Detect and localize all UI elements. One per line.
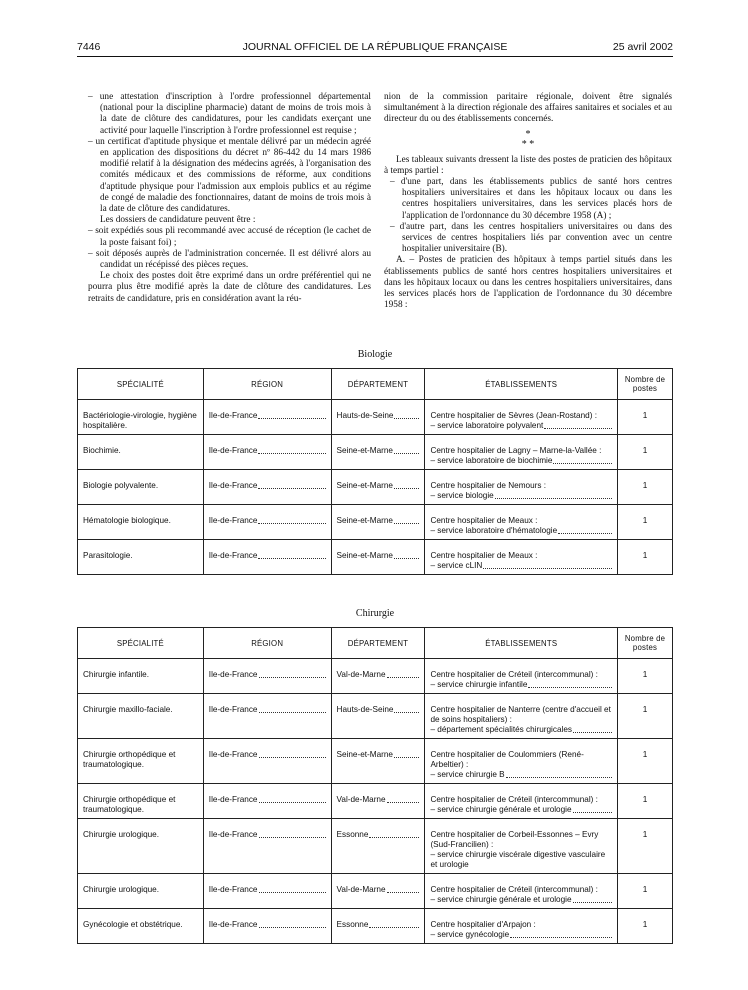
region-text (209, 481, 326, 491)
cell-specialite (78, 909, 204, 944)
cell-specialite (78, 694, 204, 739)
page-number: 7446 (77, 41, 101, 53)
dot-leader (573, 725, 612, 733)
cell-departement (331, 784, 425, 819)
cell-nombre (618, 470, 673, 505)
region-text (209, 795, 326, 805)
region-text-text: Ile-de-France (208, 795, 258, 804)
specialite-text: Chirurgie urologique. (83, 885, 160, 894)
dot-leader (394, 750, 419, 758)
departement-text-text: Essonne (336, 830, 369, 839)
service-line (430, 930, 612, 940)
departement-text-text: Val-de-Marne (336, 670, 386, 679)
table-row (78, 435, 673, 470)
table-row (78, 400, 673, 435)
cell-specialite (78, 659, 204, 694)
cell-nombre (618, 400, 673, 435)
specialite-text: Chirurgie orthopédique et traumatologique. (83, 750, 176, 769)
col-header-departement: DÉPARTEMENT (331, 628, 425, 659)
cell-region (203, 819, 331, 874)
region-text (209, 516, 326, 526)
specialite-text: Chirurgie orthopédique et traumatologique. (83, 795, 176, 814)
cell-departement (331, 739, 425, 784)
region-text-text: Ile-de-France (208, 885, 258, 894)
cell-nombre (618, 435, 673, 470)
cell-etablissement (425, 739, 618, 784)
cell-specialite (78, 540, 204, 575)
cell-specialite (78, 505, 204, 540)
dot-leader (394, 411, 419, 419)
region-text-text: Ile-de-France (208, 446, 258, 455)
etablissement-name: Centre hospitalier de Coulommiers (René-Arbeltier) : (430, 750, 584, 769)
departement-text-text: Seine-et-Marne (336, 446, 393, 455)
etablissement-name: Centre hospitalier d'Arpajon : (430, 920, 536, 929)
region-text (209, 830, 326, 840)
dot-leader (495, 491, 612, 499)
region-text-text: Ile-de-France (208, 670, 258, 679)
service-text: – service gynécologie (430, 930, 510, 939)
service-text: – service laboratoire de biochimie (430, 456, 553, 465)
dot-leader (369, 920, 419, 928)
dot-leader (258, 481, 325, 489)
table-row (78, 694, 673, 739)
cell-region (203, 435, 331, 470)
specialite-text: Hématologie biologique. (83, 516, 171, 525)
etablissement-name: Centre hospitalier de Meaux : (430, 551, 538, 560)
service-text: – service chirurgie générale et urologie (430, 805, 572, 814)
col-header-etablissements: ÉTABLISSEMENTS (425, 369, 618, 400)
paragraph: nion de la commission paritaire régionale, doivent être signalés simultanément à la direction régionale des affaires sanitaires et sociales et au directeur du ou des établissements concernés. (384, 92, 672, 125)
cell-nombre (618, 739, 673, 784)
table-chirurgie (77, 627, 673, 944)
cell-specialite (78, 435, 204, 470)
nombre-postes: 1 (642, 516, 648, 525)
cell-region (203, 784, 331, 819)
paragraph: – une attestation d'inscription à l'ordre professionnel départemental (national pour la discipline pharmacie) datant de moins de trois mois à la date de clôture des candidatures, pour les candidats exerçant une activité pour laquelle l'inscription à l'ordre professionnel est requise ; (88, 92, 371, 136)
specialite-text: Chirurgie maxillo-faciale. (83, 705, 173, 714)
cell-region (203, 470, 331, 505)
table-row (78, 874, 673, 909)
departement-text (337, 411, 420, 421)
service-text: – service chirurgie générale et urologie (430, 895, 572, 904)
cell-departement (331, 909, 425, 944)
paragraph: – soit expédiés sous pli recommandé avec accusé de réception (le cachet de la poste faisant foi) ; (88, 226, 371, 248)
dot-leader (387, 795, 420, 803)
dot-leader (506, 770, 612, 778)
page-header (77, 37, 673, 57)
table-row (78, 540, 673, 575)
nombre-postes: 1 (642, 795, 648, 804)
paragraph: – soit déposés auprès de l'administration concernée. Il est délivré alors au candidat un récépissé des pièces reçues. (88, 248, 371, 271)
etablissement-name: Centre hospitalier de Corbeil-Essonnes – Evry (Sud-Francilien) : (430, 830, 599, 849)
service-text: – département spécialités chirurgicales (430, 725, 572, 734)
cell-specialite (78, 784, 204, 819)
region-text (209, 670, 326, 680)
dot-leader (259, 830, 326, 838)
etablissement-name: Centre hospitalier de Meaux : (430, 516, 538, 525)
cell-region (203, 400, 331, 435)
specialite-text: Parasitologie. (83, 551, 133, 560)
departement-text-text: Hauts-de-Seine (336, 411, 394, 420)
cell-region (203, 739, 331, 784)
etablissement-name: Centre hospitalier de Nanterre (centre d'accueil et de soins hospitaliers) : (430, 705, 611, 724)
nombre-postes: 1 (642, 750, 648, 759)
left-column (88, 92, 371, 305)
service-line (430, 895, 612, 905)
departement-text-text: Seine-et-Marne (336, 516, 393, 525)
dot-leader (558, 526, 612, 534)
dot-leader (259, 670, 326, 678)
departement-text-text: Val-de-Marne (336, 885, 386, 894)
col-header-specialite: SPÉCIALITÉ (78, 628, 204, 659)
cell-region (203, 540, 331, 575)
table-row (78, 909, 673, 944)
cell-etablissement (425, 659, 618, 694)
departement-text-text: Seine-et-Marne (336, 750, 393, 759)
region-text-text: Ile-de-France (208, 830, 258, 839)
cell-departement (331, 470, 425, 505)
cell-specialite (78, 819, 204, 874)
departement-text (337, 920, 420, 930)
cell-nombre (618, 874, 673, 909)
nombre-postes: 1 (642, 705, 648, 714)
departement-text-text: Essonne (336, 920, 369, 929)
nombre-postes: 1 (642, 446, 648, 455)
departement-text (337, 750, 420, 760)
region-text (209, 750, 326, 760)
region-text-text: Ile-de-France (208, 481, 258, 490)
cell-etablissement (425, 435, 618, 470)
dot-leader (553, 456, 612, 464)
cell-region (203, 874, 331, 909)
dot-leader (369, 830, 419, 838)
service-text: – service cLIN (430, 561, 483, 570)
departement-text-text: Val-de-Marne (336, 795, 386, 804)
service-text: – service laboratoire polyvalent (430, 421, 544, 430)
cell-departement (331, 505, 425, 540)
specialite-text: Chirurgie urologique. (83, 830, 160, 839)
departement-text (337, 795, 420, 805)
service-line (430, 850, 612, 870)
dot-leader (259, 795, 326, 803)
header-rule (77, 56, 673, 57)
specialite-text: Biologie polyvalente. (83, 481, 159, 490)
dot-leader (544, 421, 612, 429)
cell-region (203, 909, 331, 944)
dot-leader (510, 930, 612, 938)
nombre-postes: 1 (642, 830, 648, 839)
cell-nombre (618, 540, 673, 575)
region-text (209, 551, 326, 561)
cell-specialite (78, 400, 204, 435)
section-separator (384, 130, 672, 150)
specialite-text: Bactériologie-virologie, hygiène hospitalière. (83, 411, 197, 430)
departement-text (337, 670, 420, 680)
departement-text (337, 705, 420, 715)
cell-region (203, 694, 331, 739)
star: * (525, 128, 531, 140)
cell-region (203, 659, 331, 694)
region-text (209, 411, 326, 421)
col-header-specialite: SPÉCIALITÉ (78, 369, 204, 400)
dot-leader (394, 516, 419, 524)
cell-etablissement (425, 694, 618, 739)
paragraph: Les tableaux suivants dressent la liste des postes de praticien des hôpitaux à temps partiel : (384, 154, 672, 176)
etablissement-name: Centre hospitalier de Créteil (intercommunal) : (430, 670, 598, 679)
cell-specialite (78, 470, 204, 505)
region-text-text: Ile-de-France (208, 411, 258, 420)
cell-nombre (618, 694, 673, 739)
service-text: – service biologie (430, 491, 494, 500)
cell-departement (331, 435, 425, 470)
service-line (430, 421, 612, 431)
departement-text-text: Seine-et-Marne (336, 551, 393, 560)
right-column (384, 92, 672, 311)
dot-leader (258, 446, 325, 454)
service-text: – service chirurgie viscérale digestive vasculaire et urologie (430, 850, 606, 869)
dot-leader (258, 551, 325, 559)
paragraph: Les dossiers de candidature peuvent être : (100, 215, 256, 226)
service-line (430, 805, 612, 815)
dot-leader (573, 805, 612, 813)
paragraph: – d'autre part, dans les centres hospitaliers universitaires ou dans des services de centres hospitaliers liés par convention avec un centre hospitalier universitaire (B). (390, 221, 672, 255)
section-title-biologie: Biologie (357, 349, 393, 360)
cell-departement (331, 540, 425, 575)
departement-text (337, 830, 420, 840)
cell-nombre (618, 909, 673, 944)
section-title-chirurgie: Chirurgie (355, 608, 395, 619)
cell-nombre (618, 784, 673, 819)
cell-departement (331, 659, 425, 694)
etablissement-name: Centre hospitalier de Nemours : (430, 481, 547, 490)
service-line (430, 561, 612, 571)
service-text: – service chirurgie infantile (430, 680, 528, 689)
service-line (430, 725, 612, 735)
nombre-postes: 1 (642, 411, 648, 420)
region-text-text: Ile-de-France (208, 920, 258, 929)
nombre-postes: 1 (642, 920, 648, 929)
nombre-postes: 1 (642, 551, 648, 560)
table-row (78, 659, 673, 694)
cell-etablissement (425, 470, 618, 505)
dot-leader (387, 885, 420, 893)
departement-text (337, 885, 420, 895)
cell-nombre (618, 819, 673, 874)
departement-text-text: Seine-et-Marne (336, 481, 393, 490)
service-line (430, 456, 612, 466)
table-row (78, 505, 673, 540)
dot-leader (259, 885, 326, 893)
departement-text-text: Hauts-de-Seine (336, 705, 394, 714)
dot-leader (394, 705, 419, 713)
departement-text (337, 446, 420, 456)
cell-nombre (618, 659, 673, 694)
cell-etablissement (425, 784, 618, 819)
service-line (430, 491, 612, 501)
cell-etablissement (425, 909, 618, 944)
region-text-text: Ile-de-France (208, 750, 258, 759)
etablissement-name: Centre hospitalier de Créteil (intercommunal) : (430, 795, 598, 804)
paragraph: Le choix des postes doit être exprimé dans un ordre préférentiel qui ne pourra plus être modifié après la date de clôture des candidatures. Les retraits de candidature, pris en considération avant la réu- (88, 271, 371, 304)
departement-text (337, 481, 420, 491)
table-row (78, 819, 673, 874)
cell-region (203, 505, 331, 540)
cell-etablissement (425, 400, 618, 435)
departement-text (337, 516, 420, 526)
region-text-text: Ile-de-France (208, 705, 258, 714)
region-text (209, 920, 326, 930)
region-text-text: Ile-de-France (208, 551, 258, 560)
col-header-departement: DÉPARTEMENT (331, 369, 425, 400)
journal-title: JOURNAL OFFICIEL DE LA RÉPUBLIQUE FRANÇAISE (242, 41, 508, 53)
cell-departement (331, 874, 425, 909)
service-text: – service chirurgie B (430, 770, 505, 779)
cell-departement (331, 819, 425, 874)
cell-specialite (78, 874, 204, 909)
nombre-postes: 1 (642, 481, 648, 490)
service-line (430, 526, 612, 536)
nombre-postes: 1 (642, 885, 648, 894)
nombre-postes: 1 (642, 670, 648, 679)
dot-leader (573, 895, 612, 903)
paragraph: – un certificat d'aptitude physique et mentale délivré par un médecin agréé en application des dispositions du décret nº 86-442 du 14 mars 1986 modifié relatif à la désignation des médecins agréés, à l'organisation des comités médicaux et des commissions de réforme, aux conditions d'aptitude physique pour l'admission aux emplois publics et au régime de congé de maladie des fonctionnaires, datant de moins de trois mois à la date de clôture des candidatures. (88, 136, 371, 215)
dot-leader (259, 705, 326, 713)
dot-leader (258, 411, 325, 419)
dot-leader (483, 561, 612, 569)
cell-etablissement (425, 505, 618, 540)
service-line (430, 770, 612, 780)
dot-leader (259, 750, 326, 758)
dot-leader (258, 516, 325, 524)
cell-etablissement (425, 540, 618, 575)
dot-leader (528, 680, 612, 688)
col-header-region: RÉGION (203, 369, 331, 400)
cell-departement (331, 400, 425, 435)
region-text (209, 705, 326, 715)
specialite-text: Gynécologie et obstétrique. (83, 920, 183, 929)
dot-leader (394, 481, 419, 489)
dot-leader (394, 446, 419, 454)
table-row (78, 470, 673, 505)
dot-leader (394, 551, 419, 559)
region-text (209, 446, 326, 456)
departement-text (337, 551, 420, 561)
table-row (78, 739, 673, 784)
etablissement-name: Centre hospitalier de Sèvres (Jean-Rostand) : (430, 411, 597, 420)
table-row (78, 784, 673, 819)
etablissement-name: Centre hospitalier de Créteil (intercommunal) : (430, 885, 598, 894)
cell-etablissement (425, 819, 618, 874)
dot-leader (259, 920, 326, 928)
col-header-region: RÉGION (203, 628, 331, 659)
stars: * * (521, 138, 535, 150)
paragraph: – d'une part, dans les établissements publics de santé hors centres hospitaliers universitaires et dans les hôpitaux locaux ou dans les centres hospitaliers universitaires, dans les services placés hors de l'application de l'ordonnance du 30 décembre 1958 (A) ; (390, 177, 672, 221)
etablissement-name: Centre hospitalier de Lagny – Marne-la-Vallée : (430, 446, 602, 455)
cell-specialite (78, 739, 204, 784)
region-text-text: Ile-de-France (208, 516, 258, 525)
col-header-etablissements: ÉTABLISSEMENTS (425, 628, 618, 659)
table-biologie (77, 368, 673, 575)
paragraph: A. – Postes de praticien des hôpitaux à temps partiel situés dans les établissements publics de santé hors centres hospitaliers universitaires et dans les hôpitaux locaux ou dans les centres hospitaliers universitaires, dans les services placés hors de l'application de l'ordonnance du 30 décembre 1958 : (384, 255, 672, 311)
dot-leader (387, 670, 420, 678)
specialite-text: Chirurgie infantile. (83, 670, 149, 679)
cell-nombre (618, 505, 673, 540)
issue-date: 25 avril 2002 (612, 41, 673, 53)
service-line (430, 680, 612, 690)
col-header-nombre: Nombre de postes (618, 369, 673, 400)
region-text (209, 885, 326, 895)
cell-departement (331, 694, 425, 739)
cell-etablissement (425, 874, 618, 909)
col-header-nombre: Nombre de postes (618, 628, 673, 659)
specialite-text: Biochimie. (83, 446, 121, 455)
service-text: – service laboratoire d'hématologie (430, 526, 558, 535)
